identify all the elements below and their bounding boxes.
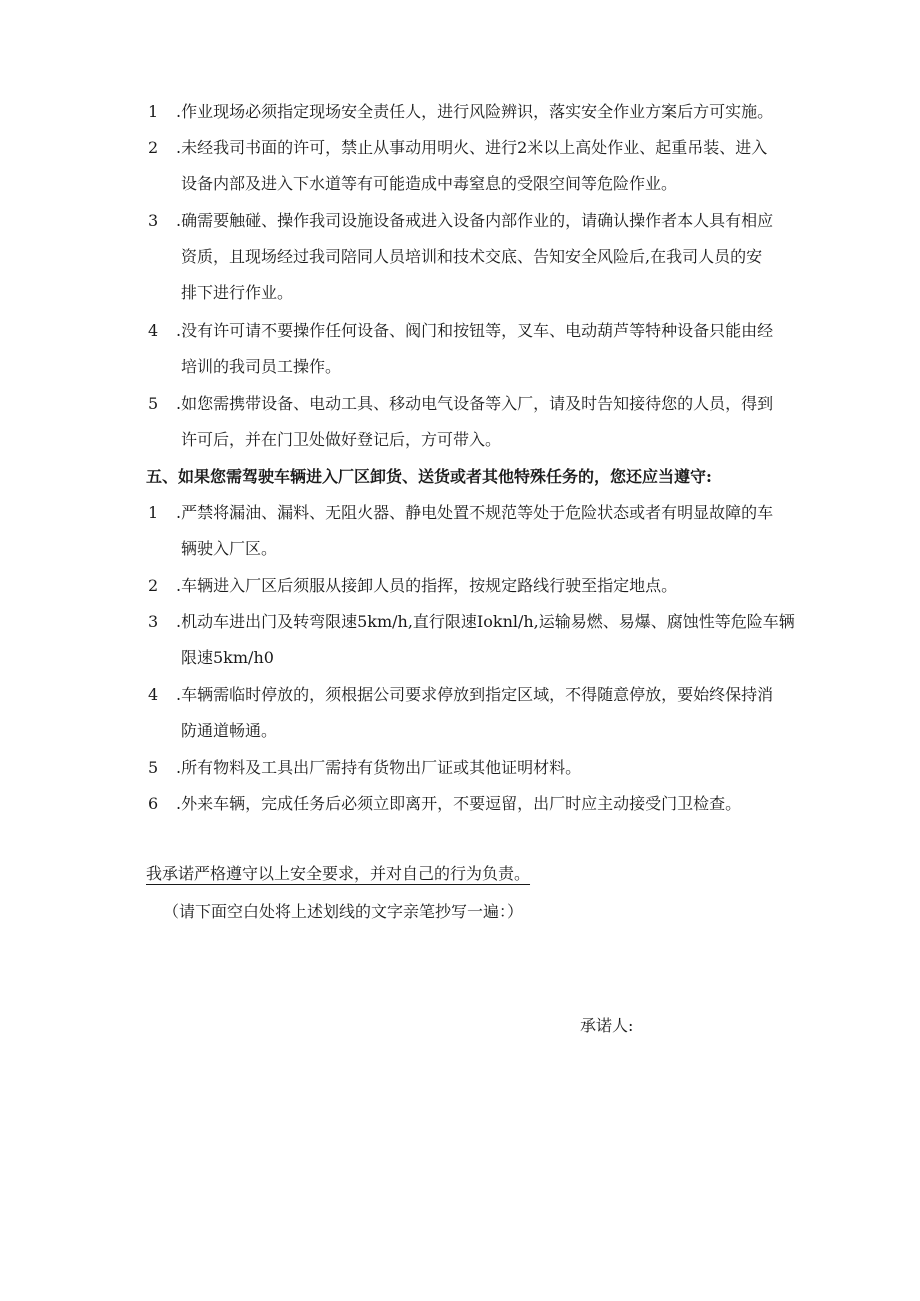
item-text-continued: 防通道畅通。 (181, 721, 278, 740)
item-number: 4 (148, 685, 159, 704)
signer-label: 承诺人: (580, 1016, 634, 1035)
rule-item-4-1 (148, 94, 818, 130)
rule-item-4-3 (148, 203, 818, 311)
item-number: 3 (148, 211, 159, 230)
item-text-continued: 资质，且现场经过我司陪同人员培训和技术交底、告知安全风险后,在我司人员的安 (181, 247, 763, 266)
section-five-heading: 五、如果您需驾驶车辆进入厂区卸货、送货或者其他特殊任务的，您还应当遵守: (146, 467, 712, 486)
item-text: .所有物料及工具出厂需持有货物出厂证或其他证明材料。 (176, 758, 582, 777)
item-text: .确需要触碰、操作我司设施设备戒进入设备内部作业的，请确认操作者本人具有相应 (176, 211, 774, 230)
item-text: .没有许可请不要操作任何设备、阀门和按钮等，叉车、电动葫芦等特种设备只能由经 (176, 321, 774, 340)
item-number: 2 (148, 138, 159, 157)
item-text: .车辆进入厂区后须服从接卸人员的指挥，按规定路线行驶至指定地点。 (176, 576, 678, 595)
item-text-continued: 限速5km∕h0 (181, 648, 274, 667)
item-text: .严禁将漏油、漏料、无阻火器、静电处置不规范等处于危险状态或者有明显故障的车 (176, 503, 774, 522)
rule-item-4-5 (148, 386, 818, 458)
item-number: 5 (148, 394, 159, 413)
item-text: .车辆需临时停放的，须根据公司要求停放到指定区域，不得随意停放，要始终保持消 (176, 685, 774, 704)
item-text: .外来车辆，完成任务后必须立即离开，不要逗留，出厂时应主动接受门卫检查。 (176, 794, 742, 813)
item-number: 6 (148, 794, 159, 813)
item-text: .机动车进出门及转弯限速5km∕h,直行限速Ioknl∕h,运输易燃、易爆、腐蚀性等危险车辆 (176, 612, 795, 631)
vehicle-rule-6 (148, 786, 818, 822)
item-text-continued: 许可后，并在门卫处做好登记后，方可带入。 (181, 430, 502, 449)
item-text: .未经我司书面的许可，禁止从事动用明火、进行2米以上高处作业、起重吊装、进入 (176, 138, 768, 157)
vehicle-rule-2 (148, 568, 818, 604)
item-text-continued: 设备内部及进入下水道等有可能造成中毒窒息的受限空间等危险作业。 (181, 174, 678, 193)
rule-item-4-2 (148, 130, 818, 202)
rule-item-4-4 (148, 313, 818, 385)
item-text: .作业现场必须指定现场安全责任人，进行风险辨识，落实安全作业方案后方可实施。 (176, 102, 774, 121)
vehicle-rule-4 (148, 677, 818, 749)
item-number: 1 (148, 102, 159, 121)
vehicle-rule-3 (148, 604, 818, 676)
copy-instruction: （请下面空白处将上述划线的文字亲笔抄写一遍：） (163, 902, 524, 921)
vehicle-rule-5 (148, 750, 818, 786)
item-number: 1 (148, 503, 159, 522)
item-text-continued: 辆驶入厂区。 (181, 539, 278, 558)
item-number: 5 (148, 758, 159, 777)
item-number: 2 (148, 576, 159, 595)
item-number: 4 (148, 321, 159, 340)
item-text: .如您需携带设备、电动工具、移动电气设备等入厂，请及时告知接待您的人员，得到 (176, 394, 774, 413)
vehicle-rule-1 (148, 495, 818, 567)
item-text-continued: 排下进行作业。 (181, 283, 294, 302)
item-text-continued: 培训的我司员工操作。 (181, 357, 342, 376)
item-number: 3 (148, 612, 159, 631)
commitment-statement: 我承诺严格遵守以上安全要求，并对自己的行为负责。 (146, 864, 531, 883)
